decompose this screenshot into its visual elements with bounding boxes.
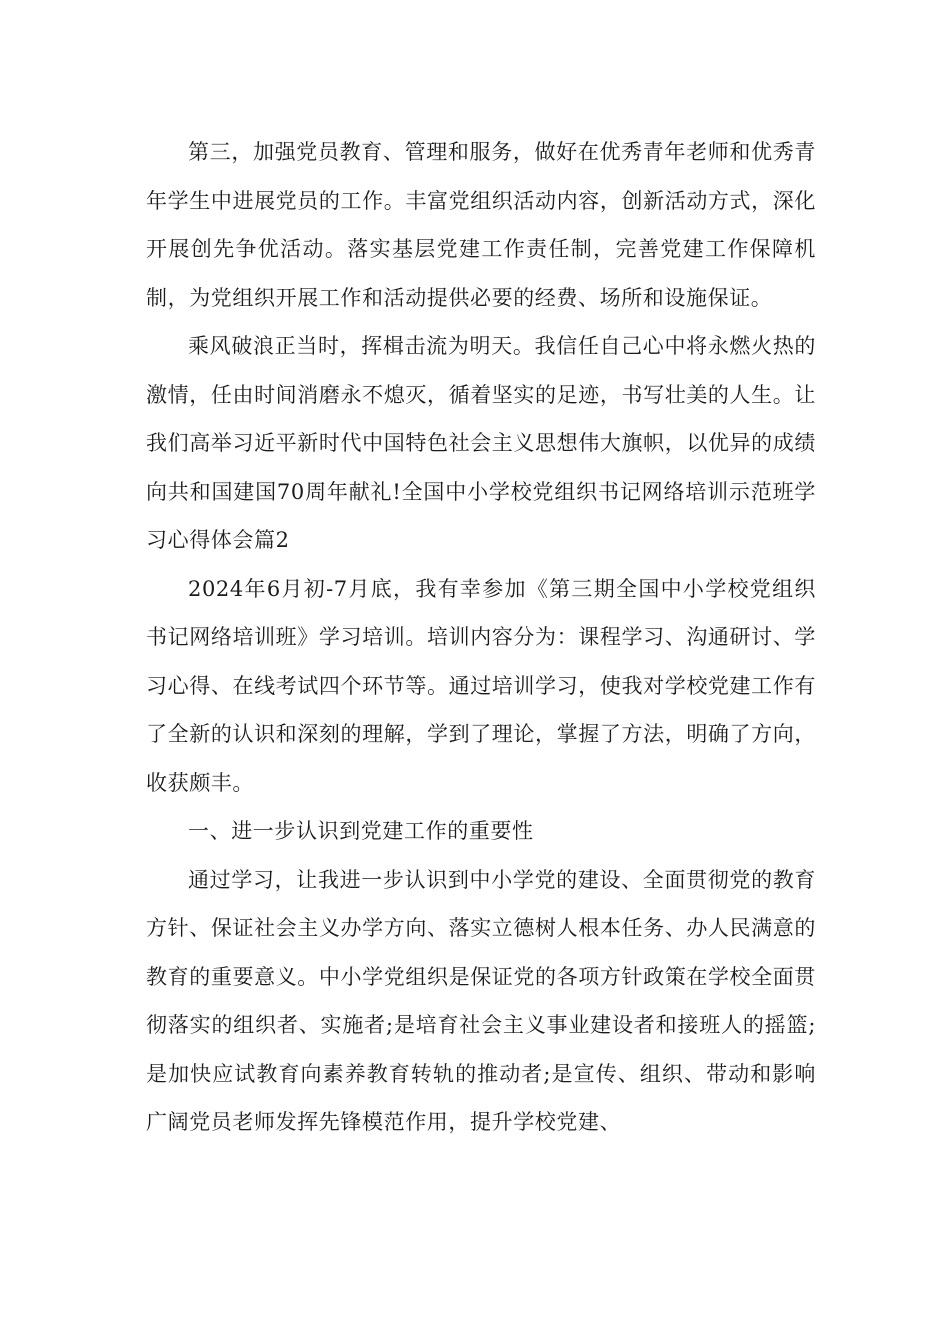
paragraph-closing: 乘风破浪正当时，挥楫击流为明天。我信任自己心中将永燃火热的激情，任由时间消磨永不熄灭，循着坚实的足迹，书写壮美的人生。让我们高举习近平新时代中国特色社会主义思想伟大旗帜，以优异的成绩向共和国建国70周年献礼!全国中小学校党组织书记网络培训示范班学习心得体会篇2 (146, 334, 816, 552)
section-heading-importance: 一、进一步认识到党建工作的重要性 (188, 819, 534, 843)
paragraph-third-point: 第三，加强党员教育、管理和服务，做好在优秀青年老师和优秀青年学生中进展党员的工作。丰富党组织活动内容，创新活动方式，深化开展创先争优活动。落实基层党建工作责任制，完善党建工作保障机制，为党组织开展工作和活动提供必要的经费、场所和设施保证。 (146, 140, 816, 310)
document-body (146, 128, 816, 1147)
paragraph-importance: 通过学习，让我进一步认识到中小学党的建设、全面贯彻党的教育方针、保证社会主义办学方向、落实立德树人根本任务、办人民满意的教育的重要意义。中小学党组织是保证党的各项方针政策在学校全面贯彻落实的组织者、实施者;是培育社会主义事业建设者和接班人的摇篮;是加快应试教育向素养教育转轨的推动者;是宣传、组织、带动和影响广阔党员老师发挥先锋模范作用，提升学校党建、 (146, 867, 816, 1134)
paragraph-training-intro: 2024年6月初-7月底，我有幸参加《第三期全国中小学校党组织书记网络培训班》学习培训。培训内容分为：课程学习、沟通研讨、学习心得、在线考试四个环节等。通过培训学习，使我对学校党建工作有了全新的认识和深刻的理解，学到了理论，掌握了方法，明确了方向，收获颇丰。 (146, 576, 816, 795)
